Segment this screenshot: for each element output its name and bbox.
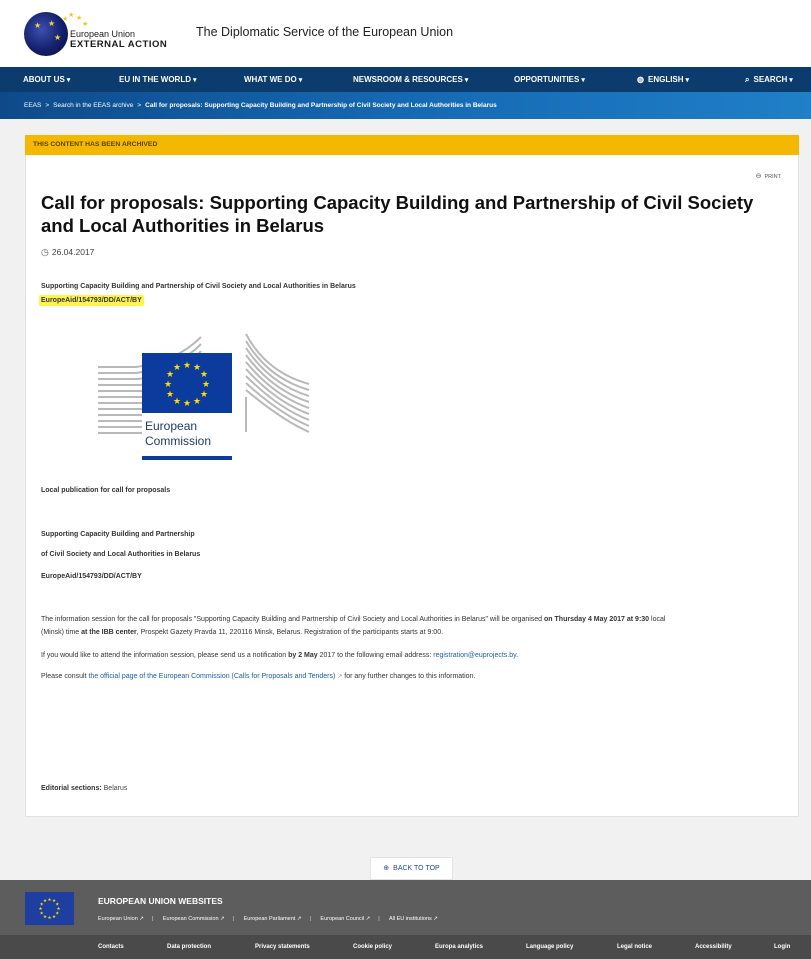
site-tagline: The Diplomatic Service of the European Union	[196, 25, 454, 39]
external-link-icon: ↗	[365, 916, 371, 922]
svg-text:★: ★	[39, 911, 44, 917]
call-title-line2: of Civil Society and Local Authorities in Belarus	[41, 551, 201, 558]
article-card	[25, 155, 799, 817]
link-label: European Commission	[162, 916, 219, 922]
svg-text:★: ★	[192, 363, 202, 373]
date-value: 26.04.2017	[51, 247, 95, 257]
svg-text:★: ★	[182, 399, 192, 409]
breadcrumb-separator: >	[137, 102, 142, 109]
info-paragraph-line1	[41, 616, 665, 623]
divider: |	[309, 916, 311, 922]
breadcrumb-bar	[0, 92, 811, 119]
chevron-down-icon: ▾	[193, 77, 197, 84]
external-link-icon: ↗	[139, 916, 144, 922]
ec-calls-link[interactable]: the official page of the European Commission (Calls for Proposals and Tenders)	[88, 673, 336, 680]
session-venue: at the IBB center	[81, 629, 137, 636]
link-label: European Parliament	[243, 916, 296, 922]
link-label: All EU institutions	[388, 916, 432, 922]
divider: |	[151, 916, 154, 922]
footer-eu-websites	[0, 880, 811, 935]
nav-opportunities[interactable]	[514, 67, 585, 92]
breadcrumb-item-current: Call for proposals: Supporting Capacity Building and Partnership of Civil Society and Local Authorities in Belarus	[145, 102, 497, 109]
ec-logo-text-line2: Commission	[145, 434, 212, 448]
svg-text:★: ★	[172, 363, 182, 373]
svg-text:★: ★	[182, 361, 192, 371]
text-span: Please consult	[41, 673, 89, 680]
nav-eu-in-the-world[interactable]	[119, 67, 197, 92]
logo-stars-icon: ★ ★ ★ ★	[62, 12, 89, 28]
footer-bottom-links	[0, 935, 811, 959]
footer-link-privacy[interactable]: Privacy statements	[255, 944, 310, 950]
nav-label: OPPORTUNITIES	[514, 75, 580, 84]
breadcrumb	[24, 92, 497, 119]
divider: |	[378, 916, 380, 922]
chevron-down-icon: ▾	[581, 77, 585, 84]
editorial-link-belarus[interactable]: Belarus	[103, 785, 128, 792]
text-span: , Prospekt Gazety Pravda 11, 220116 Minsk, Belarus. Registration of the participants starts at 9:00.	[136, 629, 444, 636]
clock-icon: ◷	[41, 247, 49, 257]
svg-text:★: ★	[56, 907, 61, 912]
footer-link-contacts[interactable]: Contacts	[98, 944, 124, 950]
svg-text:★: ★	[47, 898, 52, 903]
print-button[interactable]	[756, 172, 781, 180]
call-title-line1: Supporting Capacity Building and Partnership	[41, 531, 195, 538]
text-span: 2017 to the following email address:	[317, 652, 434, 659]
local-publication-label: Local publication for call for proposals	[41, 487, 171, 494]
registration-paragraph	[41, 652, 518, 659]
svg-text:★: ★	[199, 370, 209, 380]
article-subtitle: Supporting Capacity Building and Partnership of Civil Society and Local Authorities in Belarus	[41, 283, 356, 290]
footer-link-commission[interactable]	[163, 916, 225, 922]
print-label: PRINT	[764, 174, 781, 180]
breadcrumb-separator: >	[45, 102, 50, 109]
footer-link-data-protection[interactable]: Data protection	[167, 944, 212, 950]
chevron-down-icon: ▾	[66, 77, 71, 84]
consult-paragraph	[41, 673, 475, 680]
session-datetime: on Thursday 4 May 2017 at 9:30	[544, 616, 650, 623]
call-reference: EuropeAid/154793/DD/ACT/BY	[41, 573, 142, 580]
nav-label: NEWSROOM & RESOURCES	[353, 75, 463, 84]
registration-email-link[interactable]: registration@euprojects.by	[433, 652, 517, 659]
ec-logo-text-line1: European	[145, 419, 198, 433]
external-link-icon: ↗	[433, 916, 438, 922]
svg-text:★: ★	[201, 380, 211, 390]
chevron-down-icon: ▾	[464, 77, 469, 84]
link-label: European Union	[98, 916, 138, 922]
reference-number	[41, 297, 144, 304]
eu-flag-icon	[25, 892, 74, 925]
svg-text:★: ★	[42, 899, 48, 905]
logo-line2: EXTERNAL ACTION	[70, 39, 168, 50]
back-to-top-button[interactable]	[370, 857, 453, 880]
nav-about-us[interactable]	[23, 67, 70, 92]
footer-link-cookie-policy[interactable]: Cookie policy	[353, 944, 393, 950]
text-span: (Minsk) time	[41, 629, 82, 636]
back-to-top-label: BACK TO TOP	[393, 865, 440, 872]
page-title: Call for proposals: Supporting Capacity Building and Partnership of Civil Society and Local Authorities in Belarus	[41, 192, 754, 236]
arrow-up-icon: ⊕	[383, 865, 390, 872]
svg-text:★: ★	[163, 380, 173, 390]
footer-link-accessibility[interactable]: Accessibility	[695, 944, 732, 950]
footer-link-institutions[interactable]	[389, 916, 438, 922]
registration-deadline: by 2 May	[288, 652, 318, 659]
divider: |	[232, 916, 235, 922]
footer-link-council[interactable]	[320, 916, 370, 922]
info-paragraph-line2	[41, 629, 443, 636]
external-link-icon: ↗	[337, 674, 343, 680]
svg-text:★: ★	[199, 390, 209, 400]
nav-label: WHAT WE DO	[244, 75, 297, 84]
link-label: European Council	[320, 916, 365, 922]
svg-text:★: ★	[51, 914, 57, 920]
svg-text:★: ★	[165, 390, 175, 400]
breadcrumb-item-archive[interactable]: Search in the EEAS archive	[53, 102, 134, 109]
nav-label: ENGLISH	[647, 75, 684, 84]
publish-date	[41, 247, 94, 258]
footer-link-legal-notice[interactable]: Legal notice	[617, 944, 653, 950]
external-link-icon: ↗	[296, 916, 302, 922]
footer-link-analytics[interactable]: Europa analytics	[435, 944, 484, 950]
logo-line1: European Union	[70, 29, 136, 39]
nav-label: SEARCH	[753, 75, 788, 84]
european-commission-logo	[96, 332, 311, 482]
nav-newsroom[interactable]	[353, 67, 468, 92]
nav-label: EU IN THE WORLD	[119, 75, 191, 84]
footer-link-login[interactable]: Login	[774, 944, 791, 950]
svg-text:★: ★	[55, 902, 60, 908]
nav-language[interactable]	[637, 67, 689, 92]
svg-text:★: ★	[39, 902, 44, 908]
nav-search[interactable]	[745, 67, 793, 92]
archived-banner: THIS CONTENT HAS BEEN ARCHIVED	[25, 135, 799, 155]
svg-text:★: ★	[51, 899, 57, 905]
nav-label: ABOUT US	[23, 75, 65, 84]
text-span: .	[516, 652, 519, 659]
chevron-down-icon: ▾	[685, 77, 690, 84]
svg-text:★: ★	[165, 370, 175, 380]
nav-what-we-do[interactable]	[244, 67, 302, 92]
footer-link-language-policy[interactable]: Language policy	[526, 944, 574, 950]
search-icon: ⌕	[745, 75, 750, 84]
chevron-down-icon: ▾	[789, 77, 793, 84]
chevron-down-icon: ▾	[298, 77, 303, 84]
text-span: for any further changes to this information.	[342, 673, 476, 680]
eu-website-links	[98, 916, 446, 922]
print-icon: ⊖	[755, 173, 762, 180]
eeas-globe-logo[interactable]: ★ ★ ★	[24, 12, 68, 56]
editorial-label: Editorial sections:	[41, 785, 102, 792]
svg-text:★: ★	[47, 916, 52, 921]
footer-title: EUROPEAN UNION WEBSITES	[98, 896, 223, 906]
text-span: local	[649, 616, 666, 623]
svg-text:★: ★	[55, 911, 60, 917]
footer-link-eu[interactable]	[98, 916, 144, 922]
svg-text:★: ★	[42, 914, 48, 920]
svg-text:★: ★	[38, 907, 43, 912]
text-span: If you would like to attend the information session, please send us a notification	[41, 652, 289, 659]
footer-link-parliament[interactable]	[244, 916, 302, 922]
reference-highlight: EuropeAid/154793/DD/ACT/BY	[41, 297, 142, 304]
svg-text:★: ★	[192, 397, 202, 407]
globe-icon: ◍	[637, 75, 644, 84]
external-link-icon: ↗	[220, 916, 225, 922]
svg-text:★: ★	[172, 397, 182, 407]
editorial-sections	[41, 785, 127, 792]
text-span: The information session for the call for proposals "Supporting Capacity Building and Partnership of Civil Society and Local Authorities in Belarus" will be organised	[41, 616, 545, 623]
site-header	[0, 0, 811, 67]
main-navigation	[0, 67, 811, 92]
breadcrumb-item-eeas[interactable]: EEAS	[24, 102, 42, 109]
